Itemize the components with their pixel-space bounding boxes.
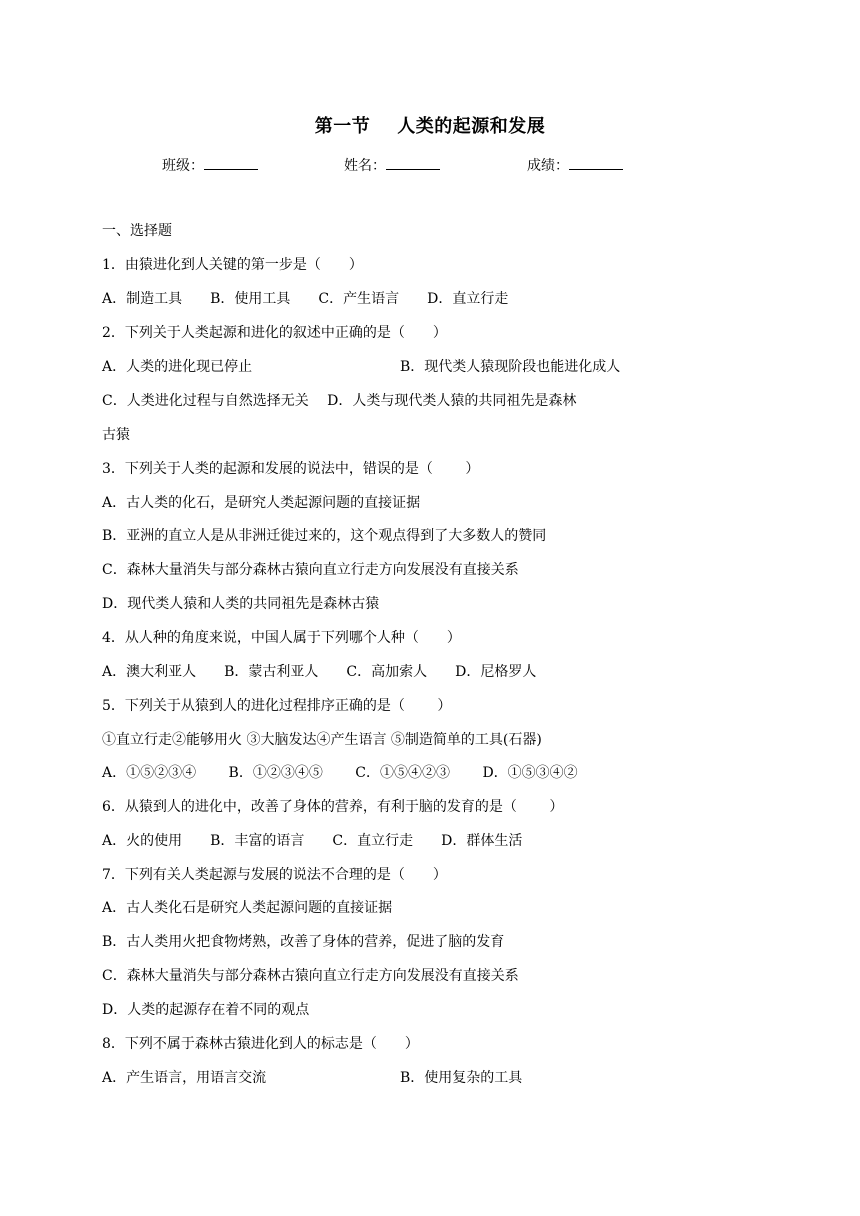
name-field	[344, 155, 440, 175]
score-label: 成绩：	[527, 158, 569, 174]
question-2-option-b: B．现代类人猿现阶段也能进化成人	[400, 359, 621, 375]
question-4-options: A．澳大利亚人 B．蒙古利亚人 C．高加索人 D．尼格罗人	[102, 664, 537, 680]
question-3-option-b: B．亚洲的直立人是从非洲迁徙过来的，这个观点得到了大多数人的赞同	[102, 528, 547, 544]
question-1: 1．由猿进化到人关键的第一步是（ ）	[102, 257, 363, 273]
question-2: 2．下列关于人类起源和进化的叙述中正确的是（ ）	[102, 325, 447, 341]
question-2-options-cd-continued: 古猿	[102, 427, 130, 443]
question-5-items: ①直立行走②能够用火 ③大脑发达④产生语言 ⑤制造简单的工具(石器)	[102, 732, 542, 748]
score-field	[527, 155, 623, 175]
question-2-option-a: A．人类的进化现已停止	[102, 359, 253, 375]
question-7: 7．下列有关人类起源与发展的说法不合理的是（ ）	[102, 867, 447, 883]
class-blank[interactable]	[204, 155, 258, 170]
question-3-option-c: C．森林大量消失与部分森林古猿向直立行走方向发展没有直接关系	[102, 562, 519, 578]
question-7-option-a: A．古人类化石是研究人类起源问题的直接证据	[102, 900, 393, 916]
page-title: 第一节 人类的起源和发展	[314, 116, 546, 137]
question-6-options: A．火的使用 B．丰富的语言 C．直立行走 D．群体生活	[102, 833, 523, 849]
section-heading: 一、选择题	[102, 223, 172, 239]
question-3: 3．下列关于人类的起源和发展的说法中，错误的是（ ）	[102, 461, 480, 477]
question-5-options: A．①⑤②③④ B．①②③④⑤ C．①⑤④②③ D．①⑤③④②	[102, 765, 578, 781]
class-field	[162, 155, 258, 175]
question-7-option-c: C．森林大量消失与部分森林古猿向直立行走方向发展没有直接关系	[102, 968, 519, 984]
question-1-options: A．制造工具 B．使用工具 C．产生语言 D．直立行走	[102, 291, 509, 307]
question-2-options-cd: C．人类进化过程与自然选择无关 D．人类与现代类人猿的共同祖先是森林	[102, 393, 577, 409]
question-7-option-d: D．人类的起源存在着不同的观点	[102, 1002, 310, 1018]
class-label: 班级：	[162, 158, 204, 174]
question-4: 4．从人种的角度来说，中国人属于下列哪个人种（ ）	[102, 630, 461, 646]
question-6: 6．从猿到人的进化中，改善了身体的营养，有利于脑的发育的是（ ）	[102, 799, 564, 815]
question-3-option-d: D．现代类人猿和人类的共同祖先是森林古猿	[102, 596, 380, 612]
score-blank[interactable]	[569, 155, 623, 170]
question-8-option-a: A．产生语言，用语言交流	[102, 1070, 267, 1086]
question-8: 8．下列不属于森林古猿进化到人的标志是（ ）	[102, 1036, 419, 1052]
name-blank[interactable]	[386, 155, 440, 170]
question-3-option-a: A．古人类的化石，是研究人类起源问题的直接证据	[102, 495, 421, 511]
question-8-option-b: B．使用复杂的工具	[400, 1070, 523, 1086]
name-label: 姓名：	[344, 158, 386, 174]
question-7-option-b: B．古人类用火把食物烤熟，改善了身体的营养，促进了脑的发育	[102, 934, 505, 950]
question-5: 5．下列关于从猿到人的进化过程排序正确的是（ ）	[102, 698, 452, 714]
